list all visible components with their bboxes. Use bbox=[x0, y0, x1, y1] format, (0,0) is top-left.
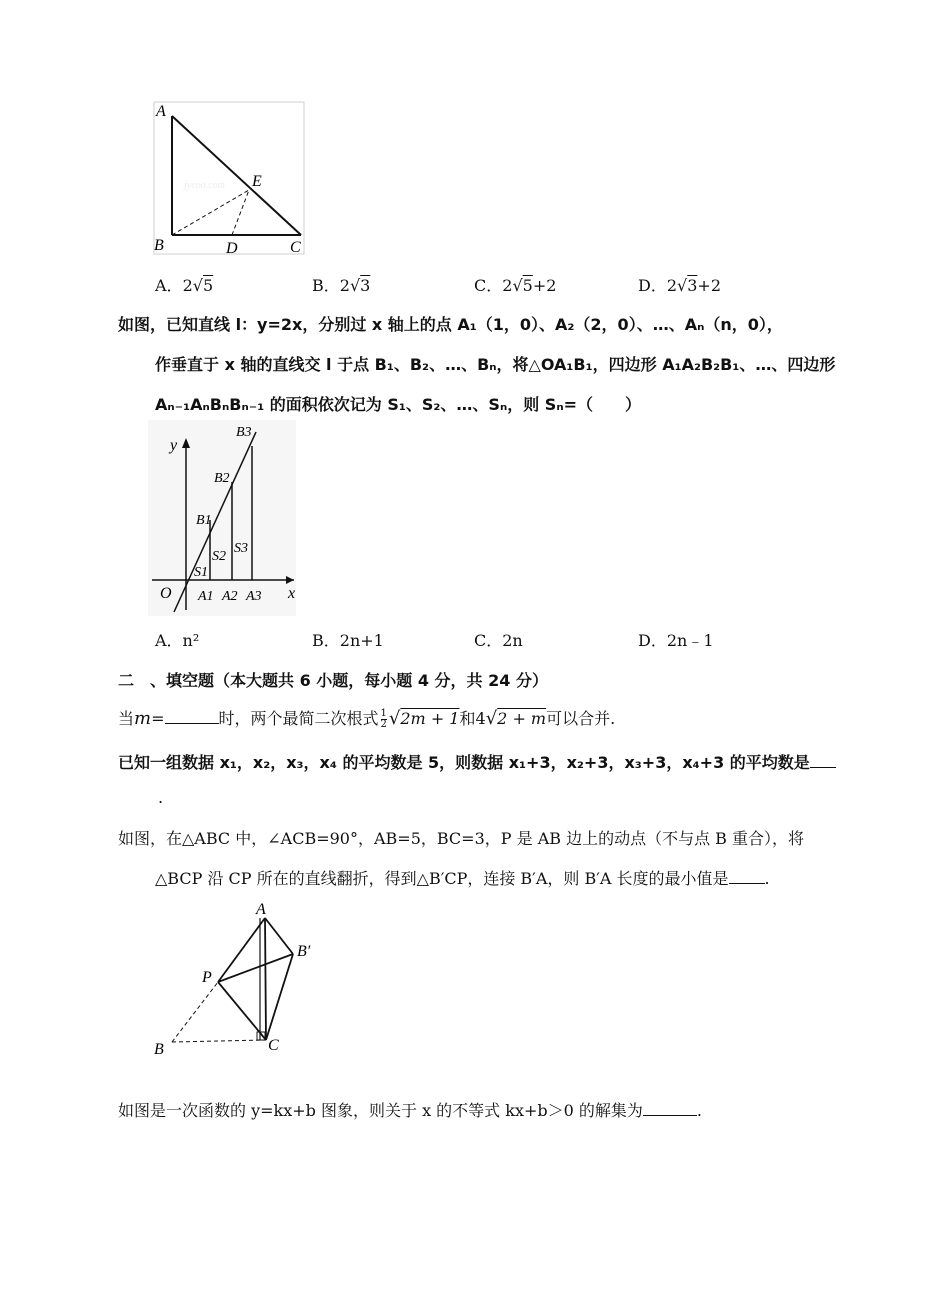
q2-option-a[interactable]: A．n² bbox=[155, 631, 200, 650]
label-s3: S3 bbox=[234, 541, 248, 556]
q2-line1: 如图，已知直线 l：y=2x，分别过 x 轴上的点 A₁（1，0）、A₂（2，0）、…、Aₙ（n，0）， bbox=[118, 315, 783, 334]
label-b: B bbox=[154, 1041, 164, 1058]
q2-option-d[interactable]: D．2n﹣1 bbox=[638, 631, 714, 650]
label-e: E bbox=[252, 173, 262, 190]
label-d: D bbox=[226, 240, 238, 257]
label-p: P bbox=[202, 969, 212, 986]
segment-bc bbox=[172, 1040, 266, 1042]
label-b-prime: B′ bbox=[297, 943, 311, 960]
sqrt-symbol: √ bbox=[349, 276, 361, 295]
label-a: A bbox=[156, 103, 166, 120]
label-s1: S1 bbox=[194, 565, 208, 580]
label-b1: B1 bbox=[196, 513, 212, 528]
segment-pc bbox=[218, 982, 266, 1040]
segment-bp bbox=[172, 982, 218, 1042]
label-x: x bbox=[288, 585, 296, 602]
sqrt-symbol: √ bbox=[192, 276, 203, 295]
segment-ac bbox=[265, 918, 266, 1040]
label-o: O bbox=[160, 585, 172, 602]
q2-line3: Aₙ₋₁AₙBₙBₙ₋₁ 的面积依次记为 S₁、S₂、…、Sₙ，则 Sₙ=（ ） bbox=[155, 395, 642, 414]
figure-triangle-abc bbox=[150, 98, 310, 258]
label-a: A bbox=[256, 901, 266, 918]
figure-line-graph bbox=[148, 420, 308, 616]
q2-option-c[interactable]: C．2n bbox=[474, 631, 523, 650]
label-c: C bbox=[290, 239, 301, 256]
sqrt-symbol: √ bbox=[388, 708, 401, 729]
q6-answer-blank[interactable] bbox=[643, 1101, 697, 1116]
q1-option-a[interactable]: A．2√5 bbox=[155, 276, 214, 295]
label-s2: S2 bbox=[212, 549, 226, 564]
segment-de bbox=[232, 190, 249, 235]
figure-fold-triangle bbox=[148, 898, 328, 1058]
label-b3: B3 bbox=[236, 425, 252, 440]
q4-line1: 已知一组数据 x₁，x₂，x₃，x₄ 的平均数是 5，则数据 x₁+3，x₂+3，x₃+3，x₄+3 的平均数是 bbox=[118, 750, 836, 773]
q2-line2: 作垂直于 x 轴的直线交 l 于点 B₁、B₂、…、Bₙ，将△OA₁B₁，四边形 A₁A₂B₂B₁、…、四边形 bbox=[155, 355, 836, 374]
q3-fraction: $\frac{1}{2}$ bbox=[380, 708, 387, 730]
sqrt-symbol: √ bbox=[485, 708, 498, 729]
q5-line2: △BCP 沿 CP 所在的直线翻折，得到△B′CP，连接 B′A，则 B′A 长度的最小值是 . bbox=[155, 869, 770, 888]
q4-answer-blank[interactable] bbox=[810, 753, 836, 768]
section-title-fill-blank: 二 、填空题（本大题共 6 小题，每小题 4 分，共 24 分） bbox=[118, 671, 548, 690]
q1-option-b[interactable]: B．2√3 bbox=[312, 276, 371, 295]
q5-line1: 如图，在△ABC 中，∠ACB=90°，AB=5，BC=3，P 是 AB 边上的动点（不与点 B 重合），将 bbox=[118, 829, 805, 848]
label-b2: B2 bbox=[214, 471, 230, 486]
side-ac bbox=[172, 116, 301, 235]
watermark: jyeoo.com bbox=[184, 180, 225, 191]
label-a2: A2 bbox=[222, 589, 238, 604]
segment-ab-prime bbox=[265, 918, 293, 954]
q3-var-m: m bbox=[134, 708, 152, 729]
label-c: C bbox=[268, 1037, 279, 1054]
q3-answer-blank[interactable] bbox=[165, 709, 219, 724]
label-b: B bbox=[154, 237, 164, 254]
figure-frame bbox=[154, 102, 304, 254]
sqrt-symbol: √ bbox=[512, 276, 523, 295]
q1-option-d[interactable]: D．2√3+2 bbox=[638, 276, 722, 295]
label-a3: A3 bbox=[246, 589, 262, 604]
q5-answer-blank[interactable] bbox=[729, 869, 765, 884]
q6-line: 如图是一次函数的 y=kx+b 图象，则关于 x 的不等式 kx+b＞0 的解集为 . bbox=[118, 1101, 702, 1120]
segment-b-prime-c bbox=[266, 954, 293, 1040]
q3-line: 当m= 时，两个最简二次根式 $\frac{1}{2}$ √2m + 1和4√2 + m可以合并. bbox=[118, 708, 616, 730]
q1-option-c[interactable]: C．2√5+2 bbox=[474, 276, 557, 295]
segment-be bbox=[172, 190, 249, 235]
q4-line2: . bbox=[158, 788, 164, 807]
label-y: y bbox=[170, 437, 178, 454]
label-a1: A1 bbox=[198, 589, 214, 604]
sqrt-symbol: √ bbox=[677, 276, 688, 295]
q2-option-b[interactable]: B．2n+1 bbox=[312, 631, 384, 650]
